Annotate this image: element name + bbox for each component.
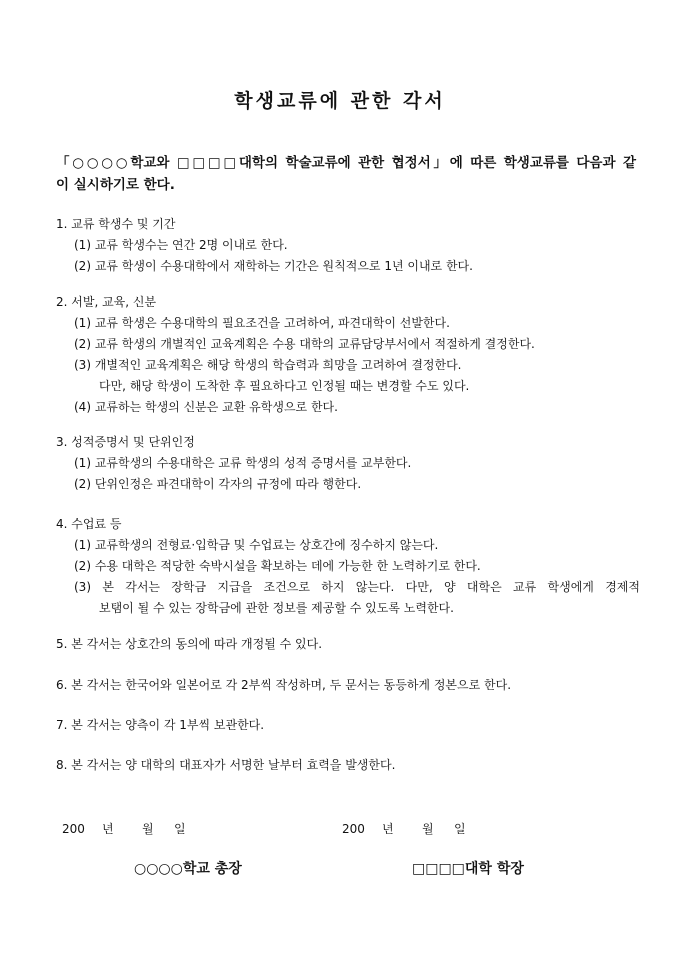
date-year-unit: 년 (382, 822, 394, 836)
date-year-unit: 년 (102, 822, 114, 836)
clause-6 (56, 675, 646, 696)
section-item: (3) 본 각서는 장학금 지급을 조건으로 하지 않는다. 다만, 양 대학은 교류 학생에게 경제적 (74, 580, 640, 594)
clause-7 (56, 715, 646, 736)
clause-5 (56, 634, 646, 655)
date-year: 200 (62, 822, 85, 836)
section-4 (56, 514, 646, 619)
clause-text: 6. 본 각서는 한국어와 일본어로 각 2부씩 작성하며, 두 문서는 동등하게 정본으로 한다. (56, 678, 512, 692)
date-day-unit: 일 (174, 822, 186, 836)
date-year: 200 (342, 822, 365, 836)
signature-right: □□□□대학 학장 (412, 861, 524, 877)
section-heading: 4. 수업료 등 (56, 517, 122, 531)
section-item-continuation: 보탬이 될 수 있는 장학금에 관한 정보를 제공할 수 있도록 노력한다. (99, 601, 454, 615)
section-item: (1) 교류 학생은 수용대학의 필요조건을 고려하여, 파견대학이 선발한다. (74, 316, 450, 330)
section-heading: 1. 교류 학생수 및 기간 (56, 217, 176, 231)
document-title: 학생교류에 관한 각서 (234, 90, 446, 112)
date-day-unit: 일 (454, 822, 466, 836)
clause-8 (56, 755, 646, 776)
section-2 (56, 292, 646, 418)
date-month-unit: 월 (142, 822, 154, 836)
section-1 (56, 214, 646, 277)
clause-text: 7. 본 각서는 양측이 각 1부씩 보관한다. (56, 718, 265, 732)
section-item: (1) 교류학생의 전형료·입학금 및 수업료는 상호간에 징수하지 않는다. (74, 538, 439, 552)
section-heading: 3. 성적증명서 및 단위인정 (56, 435, 195, 449)
intro-line-2: 이 실시하기로 한다. (56, 177, 175, 193)
section-item: (2) 수용 대학은 적당한 숙박시설을 확보하는 데에 가능한 한 노력하기로 한다. (74, 559, 481, 573)
date-right (342, 820, 466, 837)
clause-text: 5. 본 각서는 상호간의 동의에 따라 개정될 수 있다. (56, 637, 323, 651)
section-item: (2) 단위인정은 파견대학이 각자의 규정에 따라 행한다. (74, 477, 362, 491)
intro-line-1: 「○○○○학교와 □□□□대학의 학술교류에 관한 협정서」에 따른 학생교류를 다음과 같 (56, 155, 636, 171)
section-3 (56, 432, 646, 495)
intro-paragraph (56, 152, 636, 196)
section-item: (2) 교류 학생의 개별적인 교육계획은 수용 대학의 교류담당부서에서 적절하게 결정한다. (74, 337, 535, 351)
signature-left: ○○○○학교 총장 (134, 861, 242, 877)
section-item: (1) 교류 학생수는 연간 2명 이내로 한다. (74, 238, 288, 252)
clause-text: 8. 본 각서는 양 대학의 대표자가 서명한 날부터 효력을 발생한다. (56, 758, 396, 772)
section-item: (3) 개별적인 교육계획은 해당 학생의 학습력과 희망을 고려하여 결정한다. (74, 358, 462, 372)
section-item: (4) 교류하는 학생의 신분은 교환 유학생으로 한다. (74, 400, 338, 414)
section-heading: 2. 서발, 교육, 신분 (56, 295, 157, 309)
date-left (62, 820, 186, 837)
section-item: (2) 교류 학생이 수용대학에서 재학하는 기간은 원칙적으로 1년 이내로 한다. (74, 259, 473, 273)
section-item: (1) 교류학생의 수용대학은 교류 학생의 성적 증명서를 교부한다. (74, 456, 412, 470)
date-month-unit: 월 (422, 822, 434, 836)
section-item-continuation: 다만, 해당 학생이 도착한 후 필요하다고 인정될 때는 변경할 수도 있다. (99, 379, 470, 393)
